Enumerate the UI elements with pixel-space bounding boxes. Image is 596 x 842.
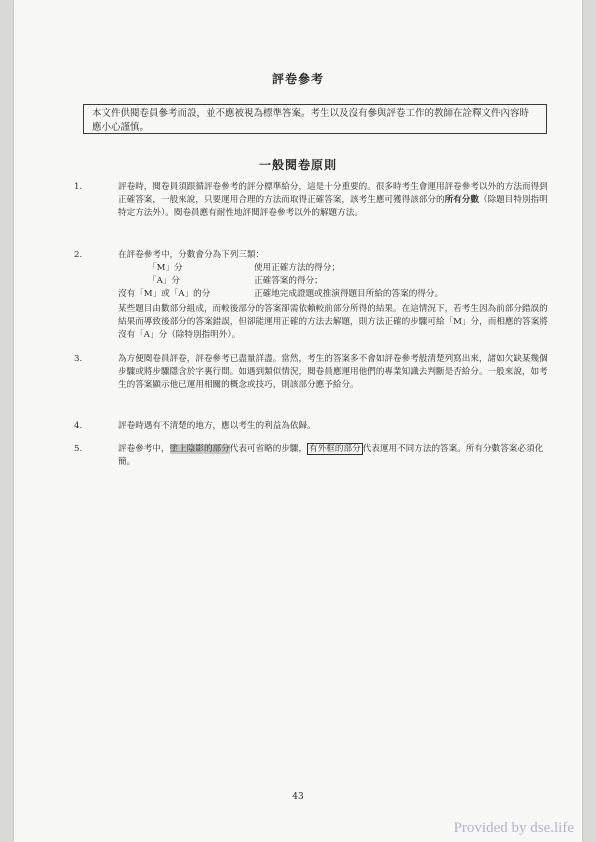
category-value: 正確答案的得分； [254,276,323,286]
principle-item-4 [74,420,554,433]
category-value: 正確地完成證題或推演得題目所給的答案的得分。 [254,289,444,299]
page-title: 評卷參考 [271,72,324,86]
section-heading: 一般閱卷原則 [258,158,337,172]
notice-box: 本文件供閱卷員參考而設，並不應被視為標準答案。考生以及沒有參與評卷工作的教師在詮釋文件內容時應小心謹慎。 [83,104,547,134]
boxed-text: 有外框的部分 [309,444,361,454]
category-row [118,288,554,301]
principle-item-1 [74,181,554,220]
item-number: 5. [74,444,83,454]
item-text-part: 代表可省略的步驟， [229,444,308,454]
item-text-part: （除題目特別指明特定方法外）。閱卷員應有耐性地評閱評卷參考以外的解題方法。 [118,195,548,218]
category-key: 「A」分 [148,276,180,286]
shaded-text: 塗上陰影的部分 [169,444,230,454]
item-text-part: 評卷時，閱卷員須跟循評卷參考的評分標準給分，這是十分重要的。很多時考生會運用評卷參考以外的方法而得到正確答案，一般來說，只要運用合理的方法而取得正確答案，該考生應可獲得該部分的 [118,182,548,205]
watermark: Provided by dse.life [453,820,574,836]
item-number: 1. [74,182,83,192]
item-text [118,443,554,469]
category-row [118,262,554,275]
principle-item-5 [74,443,554,469]
principle-item-3 [74,353,554,392]
item-text-part: 代表運用不同方法的答案。所有分數答案必須化簡。 [118,444,544,467]
page-number: 43 [292,792,304,802]
item-text: 為方便閱卷員評卷，評卷參考已盡量詳盡。當然，考生的答案多不會如評卷參考般清楚列寫出來，諸如欠缺某幾個步驟或將步驟隱含於字裏行間。如遇到類似情況，閱卷員應運用他們的專業知識去判斷是否給分。一般來說，如考生的答案顯示他已運用相關的概念或技巧，則該部分應予給分。 [118,354,548,390]
category-value: 使用正確方法的得分； [254,263,340,273]
principle-item-2 [74,249,554,342]
item-number: 2. [74,250,83,260]
item-text: 評卷時遇有不清楚的地方，應以考生的利益為依歸。 [118,421,316,431]
item-intro: 在評卷參考中，分數會分為下列三類： [118,250,265,260]
category-row [118,275,554,288]
item-text-part: 評卷參考中， [118,444,170,454]
category-key: 「M」分 [148,263,183,273]
document-page [14,0,582,842]
item-text: 某些題目由數部分組成，而較後部分的答案卻需依賴較前部分所得的結果。在這情況下，若考生因為前部分錯誤的結果而導致後部分的答案錯誤，但卻能運用正確的方法去解題，則方法正確的步驟可給「M」分，而相應的答案將沒有「A」分（除特別指明外）。 [118,304,548,340]
item-text [118,181,554,220]
category-key: 沒有「M」或「A」的分 [118,289,211,299]
item-number: 4. [74,421,83,431]
emphasis-text: 所有分數 [444,195,479,205]
item-number: 3. [74,354,83,364]
